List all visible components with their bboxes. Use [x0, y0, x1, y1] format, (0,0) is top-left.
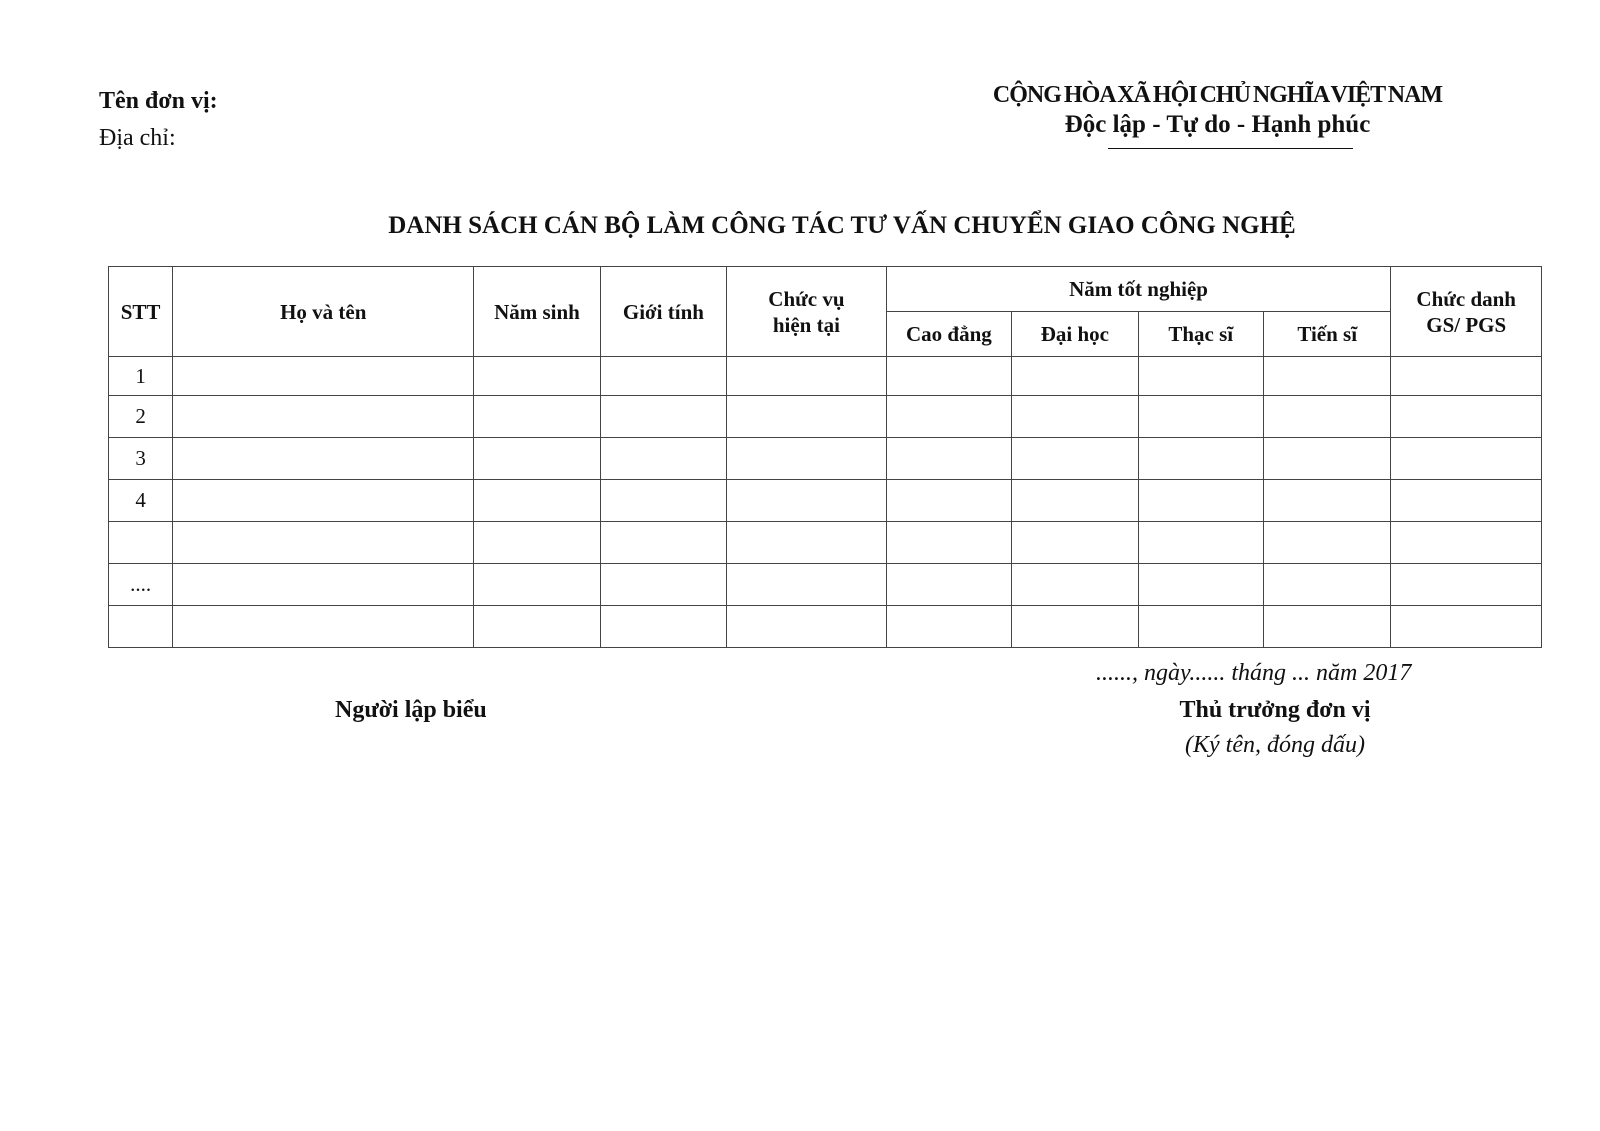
staff-table: [108, 266, 1542, 648]
row-number: 4: [109, 480, 173, 522]
cell-birth-year[interactable]: [474, 522, 600, 564]
cell-position[interactable]: [727, 396, 887, 438]
cell-academic-title[interactable]: [1391, 564, 1542, 606]
cell-doctor[interactable]: [1263, 396, 1390, 438]
table-row: [109, 438, 1542, 480]
motto-underline: [1108, 148, 1353, 149]
cell-college[interactable]: [886, 564, 1011, 606]
row-number: 1: [109, 357, 173, 396]
cell-university[interactable]: [1012, 522, 1138, 564]
cell-name[interactable]: [173, 480, 474, 522]
cell-doctor[interactable]: [1263, 564, 1390, 606]
date-line: ......, ngày...... tháng ... năm 2017: [1096, 660, 1412, 686]
cell-academic-title[interactable]: [1391, 522, 1542, 564]
cell-master[interactable]: [1138, 606, 1263, 648]
cell-college[interactable]: [886, 396, 1011, 438]
row-number: ....: [109, 564, 173, 606]
cell-name[interactable]: [173, 606, 474, 648]
table-row: [109, 564, 1542, 606]
header-position-line1: Chức vụ: [768, 286, 845, 311]
cell-academic-title[interactable]: [1391, 396, 1542, 438]
cell-college[interactable]: [886, 480, 1011, 522]
cell-academic-title[interactable]: [1391, 438, 1542, 480]
cell-position[interactable]: [727, 438, 887, 480]
table-header-row: [109, 267, 1542, 312]
cell-name[interactable]: [173, 438, 474, 480]
table-row: [109, 606, 1542, 648]
unit-head-label: Thủ trưởng đơn vị: [1179, 697, 1371, 723]
cell-college[interactable]: [886, 606, 1011, 648]
table-row: [109, 357, 1542, 396]
cell-birth-year[interactable]: [474, 480, 600, 522]
cell-gender[interactable]: [600, 480, 726, 522]
cell-master[interactable]: [1138, 564, 1263, 606]
cell-master[interactable]: [1138, 438, 1263, 480]
cell-university[interactable]: [1012, 606, 1138, 648]
cell-position[interactable]: [727, 480, 887, 522]
cell-university[interactable]: [1012, 396, 1138, 438]
cell-college[interactable]: [886, 522, 1011, 564]
row-number: 3: [109, 438, 173, 480]
header-university: Đại học: [1012, 312, 1138, 357]
cell-doctor[interactable]: [1263, 522, 1390, 564]
header-name: Họ và tên: [173, 267, 474, 357]
header-position: [727, 267, 887, 357]
national-title: CỘNG HÒA XÃ HỘI CHỦ NGHĨA VIỆT NAM: [992, 82, 1443, 108]
header-master: Thạc sĩ: [1138, 312, 1263, 357]
national-motto: Độc lập - Tự do - Hạnh phúc: [1064, 111, 1371, 138]
table-row: [109, 522, 1542, 564]
cell-birth-year[interactable]: [474, 357, 600, 396]
cell-academic-title[interactable]: [1391, 357, 1542, 396]
unit-name-label: Tên đơn vị:: [99, 88, 218, 114]
cell-college[interactable]: [886, 357, 1011, 396]
cell-position[interactable]: [727, 522, 887, 564]
header-birth-year: Năm sinh: [474, 267, 600, 357]
table-row: [109, 396, 1542, 438]
cell-doctor[interactable]: [1263, 357, 1390, 396]
cell-university[interactable]: [1012, 564, 1138, 606]
signature-note: (Ký tên, đóng dấu): [1185, 732, 1365, 758]
header-college: Cao đẳng: [886, 312, 1011, 357]
table-row: [109, 480, 1542, 522]
cell-position[interactable]: [727, 564, 887, 606]
row-number: 2: [109, 396, 173, 438]
cell-master[interactable]: [1138, 396, 1263, 438]
cell-gender[interactable]: [600, 357, 726, 396]
cell-birth-year[interactable]: [474, 396, 600, 438]
header-academic-title: [1391, 267, 1542, 357]
row-number: [109, 522, 173, 564]
cell-gender[interactable]: [600, 606, 726, 648]
cell-name[interactable]: [173, 564, 474, 606]
header-gender: Giới tính: [600, 267, 726, 357]
cell-university[interactable]: [1012, 438, 1138, 480]
header-academic-title-line1: Chức danh: [1416, 286, 1516, 311]
cell-gender[interactable]: [600, 522, 726, 564]
cell-gender[interactable]: [600, 564, 726, 606]
header-stt: STT: [109, 267, 173, 357]
cell-gender[interactable]: [600, 396, 726, 438]
cell-gender[interactable]: [600, 438, 726, 480]
cell-birth-year[interactable]: [474, 606, 600, 648]
cell-position[interactable]: [727, 357, 887, 396]
header-doctor: Tiến sĩ: [1263, 312, 1390, 357]
cell-doctor[interactable]: [1263, 606, 1390, 648]
cell-name[interactable]: [173, 357, 474, 396]
cell-birth-year[interactable]: [474, 438, 600, 480]
header-position-line2: hiện tại: [772, 312, 840, 337]
unit-address-label: Địa chỉ:: [99, 125, 176, 151]
cell-doctor[interactable]: [1263, 438, 1390, 480]
cell-name[interactable]: [173, 396, 474, 438]
cell-birth-year[interactable]: [474, 564, 600, 606]
cell-academic-title[interactable]: [1391, 606, 1542, 648]
cell-master[interactable]: [1138, 480, 1263, 522]
row-number: [109, 606, 173, 648]
cell-position[interactable]: [727, 606, 887, 648]
cell-college[interactable]: [886, 438, 1011, 480]
cell-name[interactable]: [173, 522, 474, 564]
cell-doctor[interactable]: [1263, 480, 1390, 522]
header-academic-title-line2: GS/ PGS: [1426, 312, 1507, 337]
preparer-label: Người lập biểu: [335, 697, 487, 723]
header-graduation-year: Năm tốt nghiệp: [886, 267, 1391, 312]
document-title: DANH SÁCH CÁN BỘ LÀM CÔNG TÁC TƯ VẤN CHUYỂN GIAO CÔNG NGHỆ: [388, 212, 1296, 239]
cell-university[interactable]: [1012, 357, 1138, 396]
cell-academic-title[interactable]: [1391, 480, 1542, 522]
cell-university[interactable]: [1012, 480, 1138, 522]
cell-master[interactable]: [1138, 357, 1263, 396]
cell-master[interactable]: [1138, 522, 1263, 564]
